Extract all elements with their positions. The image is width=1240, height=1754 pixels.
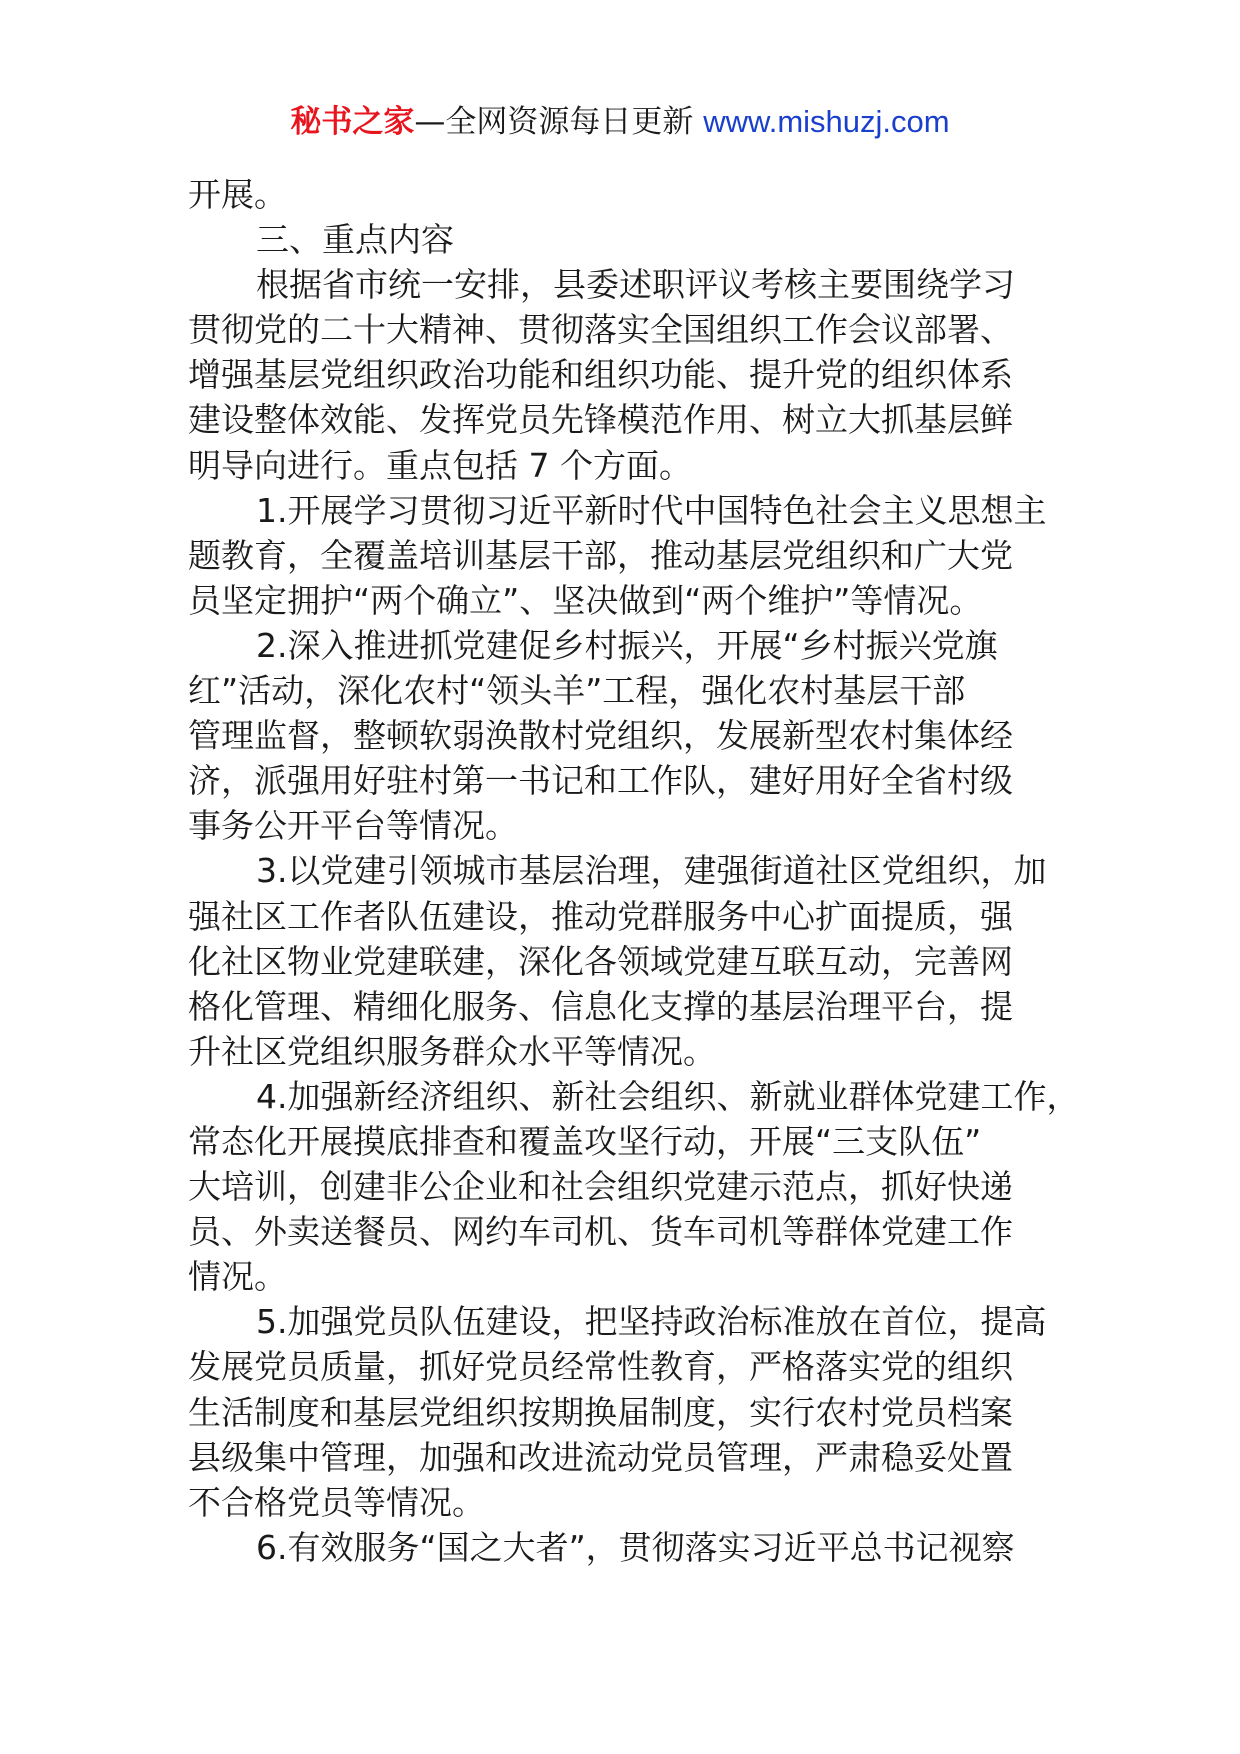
text-line: 大培训，创建非公企业和社会组织党建示范点，抓好快递: [188, 1167, 1013, 1207]
text-line: 升社区党组织服务群众水平等情况。: [188, 1031, 716, 1071]
text-line: 济，派强用好驻村第一书记和工作队，建好用好全省村级: [188, 761, 1013, 801]
text-line: 不合格党员等情况。: [188, 1482, 485, 1522]
page-header: [0, 102, 1240, 142]
text-line: 增强基层党组织政治功能和组织功能、提升党的组织体系: [188, 355, 1013, 395]
text-line: 题教育，全覆盖培训基层干部，推动基层党组织和广大党: [188, 535, 1013, 575]
text-line: 3.以党建引领城市基层治理，建强街道社区党组织，加: [256, 851, 1047, 891]
text-line: 格化管理、精细化服务、信息化支撑的基层治理平台，提: [188, 986, 1013, 1026]
text-line: 开展。: [188, 175, 287, 214]
text-line: 2.深入推进抓党建促乡村振兴，开展“乡村振兴党旗: [256, 625, 998, 665]
site-brand: 秘书之家: [290, 104, 415, 140]
text-line: 事务公开平台等情况。: [188, 806, 518, 846]
text-line: 发展党员质量，抓好党员经常性教育，严格落实党的组织: [188, 1347, 1013, 1387]
text-line: 员坚定拥护“两个确立”、坚决做到“两个维护”等情况。: [188, 580, 983, 620]
text-line: 三、重点内容: [256, 220, 454, 260]
text-line: 化社区物业党建联建，深化各领域党建互联互动，完善网: [188, 941, 1013, 981]
text-line: 4.加强新经济组织、新社会组织、新就业群体党建工作，: [256, 1076, 1080, 1116]
site-slogan: —全网资源每日更新: [414, 104, 704, 140]
text-line: 强社区工作者队伍建设，推动党群服务中心扩面提质，强: [188, 896, 1013, 936]
text-line: 管理监督，整顿软弱涣散村党组织，发展新型农村集体经: [188, 716, 1013, 756]
text-line: 6.有效服务“国之大者”，贯彻落实习近平总书记视察: [256, 1527, 1015, 1567]
text-line: 5.加强党员队伍建设，把坚持政治标准放在首位，提高: [256, 1302, 1047, 1342]
text-line: 生活制度和基层党组织按期换届制度，实行农村党员档案: [188, 1392, 1013, 1432]
text-line: 红”活动，深化农村“领头羊”工程，强化农村基层干部: [188, 671, 966, 711]
text-line: 员、外卖送餐员、网约车司机、货车司机等群体党建工作: [188, 1212, 1013, 1252]
text-line: 明导向进行。重点包括 7 个方面。: [188, 445, 692, 485]
text-line: 建设整体效能、发挥党员先锋模范作用、树立大抓基层鲜: [188, 400, 1013, 440]
text-line: 县级集中管理，加强和改进流动党员管理，严肃稳妥处置: [188, 1437, 1013, 1477]
document-body: [188, 172, 1088, 1570]
text-line: 常态化开展摸底排查和覆盖攻坚行动，开展“三支队伍”: [188, 1121, 982, 1161]
text-line: 1.开展学习贯彻习近平新时代中国特色社会主义思想主: [256, 490, 1047, 530]
site-url-link[interactable]: www.mishuzj.com: [703, 104, 950, 139]
text-line: 贯彻党的二十大精神、贯彻落实全国组织工作会议部署、: [188, 310, 1013, 350]
text-line: 根据省市统一安排，县委述职评议考核主要围绕学习: [256, 265, 1015, 305]
text-line: 情况。: [188, 1257, 287, 1297]
